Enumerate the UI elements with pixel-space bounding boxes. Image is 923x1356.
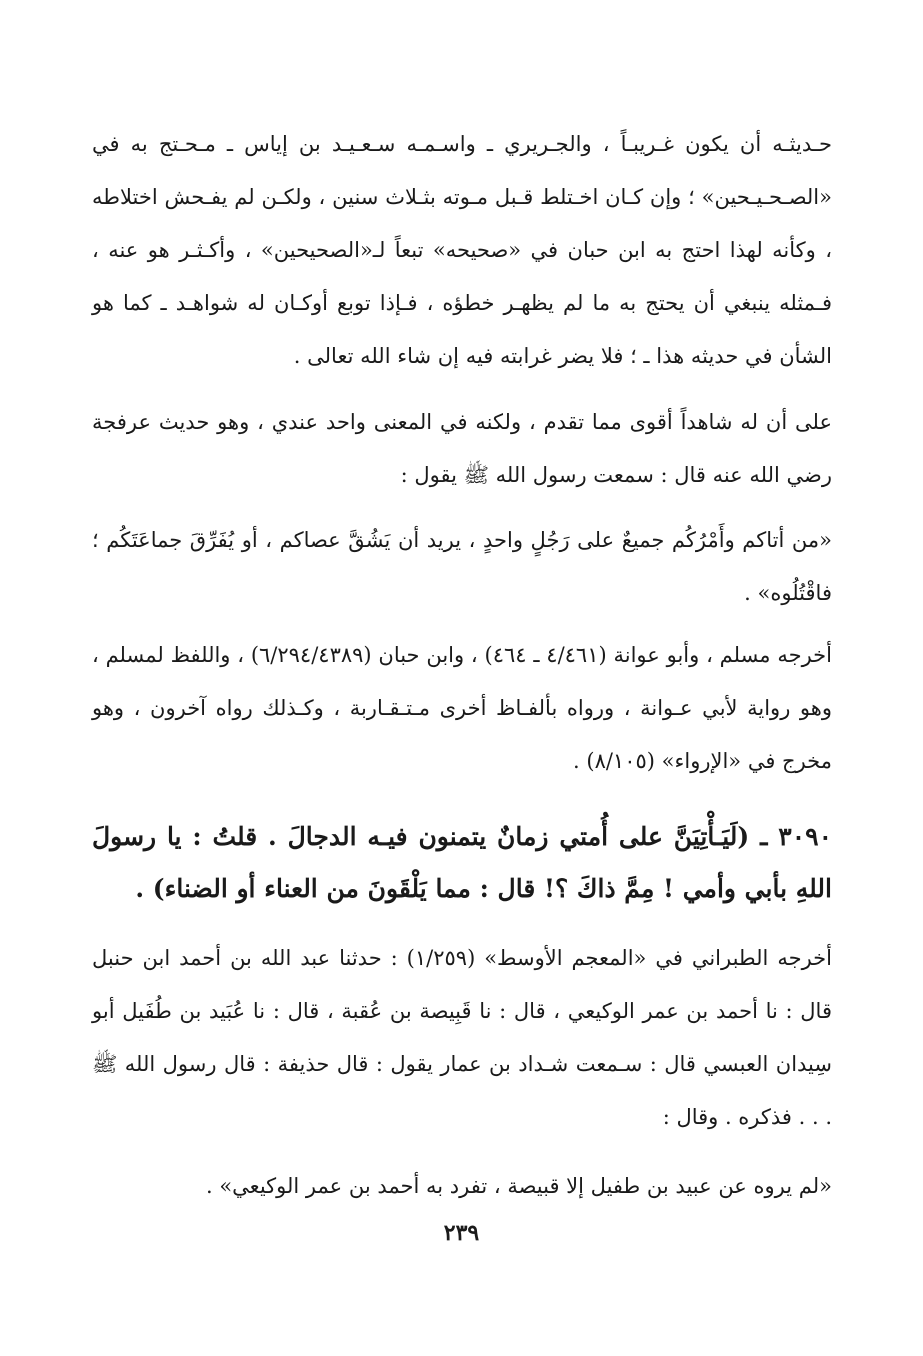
page-number: ٢٣٩ xyxy=(443,1220,480,1246)
paragraph-takhrij: أخرجه مسلم ، وأبو عوانة (٤/٤٦١ ـ ٤٦٤) ، وابن حبان (٦/٢٩٤/٤٣٨٩) ، واللفظ لمسلم ، وهو رواية لأبي عـوانة ، ورواه بألفـاظ أخرى مـتـقـاربة ، وكـذلك رواه آخرون ، وهو مخرج في «الإرواء» (٨/١٠٥) . xyxy=(92,643,832,773)
paragraph-tabarani-chain: أخرجه الطبراني في «المعجم الأوسط» (١/٢٥٩) : حدثنا عبد الله بن أحمد ابن حنبل قال : نا أحمد بن عمر الوكيعي ، قال : نا قَبِيصة بن عُقبة ، قال : نا عُبَيد بن طُفَيل أبو سِيدان العبسي قال : سـمعت شـداد بن عمار يقول : قال حذيفة : قال رسول الله ﷺ . . . فذكره . وقال : xyxy=(92,946,832,1129)
paragraph-tabarani-quote: «لم يروه عن عبيد بن طفيل إلا قبيصة ، تفرد به أحمد بن عمر الوكيعي» . xyxy=(205,1174,832,1198)
paragraph-hadith-quote: «من أتاكم وأَمْرُكُم جميعٌ على رَجُلٍ واحدٍ ، يريد أن يَشُقَّ عصاكم ، أو يُفَرِّقَ جماعَتَكُم ؛ فاقْتُلُوه» . xyxy=(92,528,832,605)
hadith-heading-3090: ٣٠٩٠ ـ (لَيَـأْتِيَنَّ على أُمتي زمانٌ يتمنون فيـه الدجالَ . قلتُ : يا رسولَ اللهِ بأبي وأمي ! مِمَّ ذاكَ ؟! قال : مما يَلْقَونَ من العناء أو الضناء) . xyxy=(92,822,832,903)
paragraph-witness-intro: على أن له شاهداً أقوى مما تقدم ، ولكنه في المعنى واحد عندي ، وهو حديث عرفجة رضي الله عنه قال : سمعت رسول الله ﷺ يقول : xyxy=(92,410,832,487)
paragraph-hadith-commentary: حـديثـه أن يكون غـريبـاً ، والجـريري ـ واسـمـه سـعـيـد بن إياس ـ مـحـتج به في «الصـحـيـحين» ؛ وإن كـان اخـتلط قـبل مـوته بثـلاث سنين ، ولكـن لم يفـحش اختلاطه ، وكأنه لهذا احتج به ابن حبان في «صحيحه» تبعاً لـ«الصحيحين» ، وأكـثـر هو عنه ، فـمثله ينبغي أن يحتج به ما لم يظهـر خطؤه ، فـإذا توبع أوكـان له شواهـد ـ كما هو الشأن في حديثه هذا ـ ؛ فلا يضر غرابته فيه إن شاء الله تعالى . xyxy=(92,132,832,368)
